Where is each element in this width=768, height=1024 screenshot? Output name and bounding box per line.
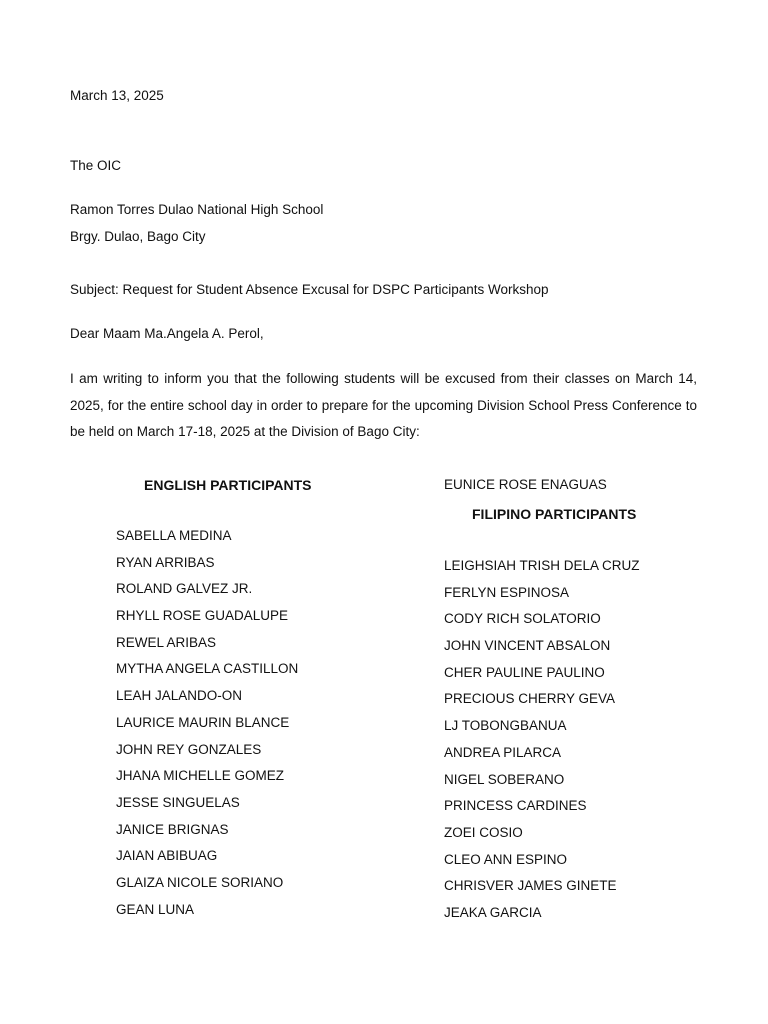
english-participants-list: [116, 527, 298, 927]
list-item: PRINCESS CARDINES: [444, 798, 587, 814]
english-carryover-name: EUNICE ROSE ENAGUAS: [444, 477, 607, 492]
list-item: GEAN LUNA: [116, 901, 195, 917]
list-item: LAURICE MAURIN BLANCE: [116, 714, 290, 730]
school-name: Ramon Torres Dulao National High School: [70, 202, 324, 217]
list-item: FERLYN ESPINOSA: [444, 584, 570, 600]
list-item: LEAH JALANDO-ON: [116, 688, 243, 704]
list-item: CHRISVER JAMES GINETE: [444, 878, 617, 894]
list-item: JOHN VINCENT ABSALON: [444, 638, 611, 654]
school-address: Brgy. Dulao, Bago City: [70, 229, 206, 244]
list-item: JOHN REY GONZALES: [116, 741, 262, 757]
filipino-participants-heading: FILIPINO PARTICIPANTS: [472, 506, 637, 522]
list-item: JEAKA GARCIA: [444, 904, 542, 920]
list-item: CODY RICH SOLATORIO: [444, 611, 601, 627]
list-item: RYAN ARRIBAS: [116, 554, 215, 570]
list-item: JAIAN ABIBUAG: [116, 848, 218, 864]
list-item: CHER PAULINE PAULINO: [444, 664, 605, 680]
list-item: REWEL ARIBAS: [116, 634, 217, 650]
list-item: CLEO ANN ESPINO: [444, 851, 568, 867]
filipino-participants-list: [444, 557, 640, 931]
list-item: NIGEL SOBERANO: [444, 771, 565, 787]
english-participants-heading: ENGLISH PARTICIPANTS: [144, 477, 312, 493]
letter-body: I am writing to inform you that the following students will be excused from their classes on March 14, 2025, for the entire school day in order to prepare for the upcoming Division School Press Conference to be held on March 17-18, 2025 at the Division of Bago City:: [70, 371, 697, 439]
list-item: JESSE SINGUELAS: [116, 794, 240, 810]
list-item: LEIGHSIAH TRISH DELA CRUZ: [444, 558, 640, 573]
list-item: JANICE BRIGNAS: [116, 821, 229, 837]
list-item: ANDREA PILARCA: [444, 744, 562, 760]
list-item: ZOEI COSIO: [444, 824, 523, 840]
list-item: MYTHA ANGELA CASTILLON: [116, 661, 299, 677]
salutation: Dear Maam Ma.Angela A. Perol,: [70, 326, 264, 341]
recipient-title: The OIC: [70, 158, 122, 173]
list-item: JHANA MICHELLE GOMEZ: [116, 768, 285, 784]
list-item: GLAIZA NICOLE SORIANO: [116, 874, 284, 890]
list-item: PRECIOUS CHERRY GEVA: [444, 691, 616, 707]
letter-subject: Subject: Request for Student Absence Excusal for DSPC Participants Workshop: [70, 282, 549, 297]
list-item: SABELLA MEDINA: [116, 528, 232, 543]
list-item: RHYLL ROSE GUADALUPE: [116, 608, 289, 624]
letter-date: March 13, 2025: [70, 88, 164, 103]
list-item: LJ TOBONGBANUA: [444, 718, 567, 734]
list-item: ROLAND GALVEZ JR.: [116, 581, 253, 597]
